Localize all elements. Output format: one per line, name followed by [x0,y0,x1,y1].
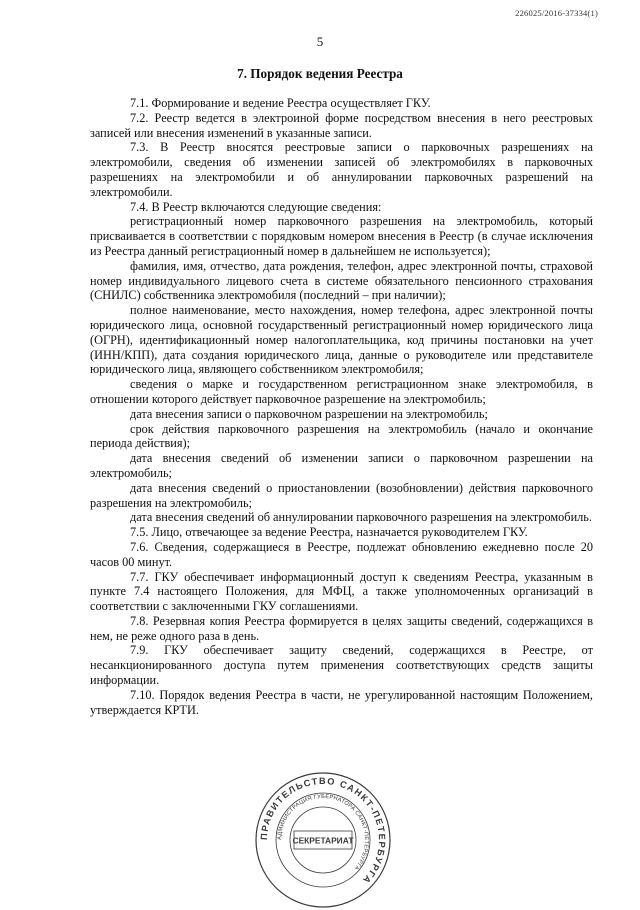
paragraph-7-10: 7.10. Порядок ведения Реестра в части, не урегулированной настоящим Положением, утверждается КРТИ. [90,687,593,717]
list-item-entry-date: дата внесения записи о парковочном разрешении на электромобиль; [130,406,488,421]
paragraph-7-3: 7.3. В Реестр вносятся реестровые записи о парковочных разрешениях на электромобили, сведения об изменении записей об электромобилях в парковочных разрешениях на электромобили и об аннулировании парковочных разрешений на электромобили. [90,140,593,199]
paragraph-7-6: 7.6. Сведения, содержащиеся в Реестре, подлежат обновлению ежедневно после 20 часов 00 минут. [90,539,593,569]
paragraph-7-4: 7.4. В Реестр включаются следующие сведения: [130,199,382,214]
paragraph-7-2: 7.2. Реестр ведется в электроиной форме посредством внесения в него реестровых записей или внесения изменений в указанные записи. [90,110,593,140]
list-item-validity-period: срок действия парковочного разрешения на электромобиль (начало и окончание периода действия); [90,421,593,451]
page-number: 5 [316,34,324,49]
list-item-change-date: дата внесения сведений об изменении записи о парковочном разрешении на электромобиль; [90,451,593,480]
seal-inner-text: АДМИНИСТРАЦИЯ ГУБЕРНАТОРА САНКТ-ПЕТЕРБУРГА [276,793,370,871]
seal-center-text: СЕКРЕТАРИАТ [292,835,354,846]
list-item-cancellation-date: дата внесения сведений об аннулировании парковочного разрешения на электромобиль. [130,510,592,525]
seal-outer-text: ПРАВИТЕЛЬСТВО САНКТ-ПЕТЕРБУРГА [258,775,388,887]
paragraph-7-7: 7.7. ГКУ обеспечивает информационный доступ к сведениям Реестра, указанным в пункте 7.4 настоящего Положения, для МФЦ, а также уполномоченных организаций в соответствии с заключенными ГКУ соглашениями. [90,569,593,614]
paragraph-7-5: 7.5. Лицо, отвечающее за ведение Реестра, назначается руководителем ГКУ. [130,525,528,540]
document-registration-number: 226025/2016-37334(1) [515,8,598,18]
list-item-vehicle-info: сведения о марке и государственном регистрационном знаке электромобиля, в отношении которого действует парковочное разрешение на электромобиль; [90,377,593,406]
section-title: 7. Порядок ведения Реестра [237,66,403,81]
paragraph-7-1: 7.1. Формирование и ведение Реестра осуществляет ГКУ. [130,96,431,110]
paragraph-7-8: 7.8. Резервная копия Реестра формируется в целях защиты сведений, содержащихся в нем, не реже одного раза в день. [90,613,593,643]
paragraph-7-9: 7.9. ГКУ обеспечивает защиту сведений, содержащихся в Реестре, от несанкционированного доступа путем применения соответствующих средств защиты информации. [90,643,593,688]
official-seal-stamp [253,770,393,910]
list-item-suspension-date: дата внесения сведений о приостановлении (возобновлении) действия парковочного разрешения на электромобиль; [90,480,593,510]
document-body [90,96,593,717]
list-item-owner-person: фамилия, имя, отчество, дата рождения, телефон, адрес электронной почты, страховой номер индивидуального лицевого счета в системе обязательного пенсионного страхования (СНИЛС) собственника электромобиля (последний – при наличии); [90,258,593,303]
list-item-registration-number: регистрационный номер парковочного разрешения на электромобиль, который присваивается в соответствии с порядковым номером внесения в Реестр (в случае исключения из Реестра данный регистрационный номер в дальнейшем не используется); [90,214,593,258]
list-item-owner-legal-entity: полное наименование, место нахождения, номер телефона, адрес электронной почты юридического лица, основной государственный регистрационный номер юридического лица (ОГРН), идентификационный номер налогоплательщика, код причины постановки на учет (ИНН/КПП), дата создания юридического лица, данные о руководителе или представителе юридического лица, являющего собственником электромобиля; [90,303,593,377]
